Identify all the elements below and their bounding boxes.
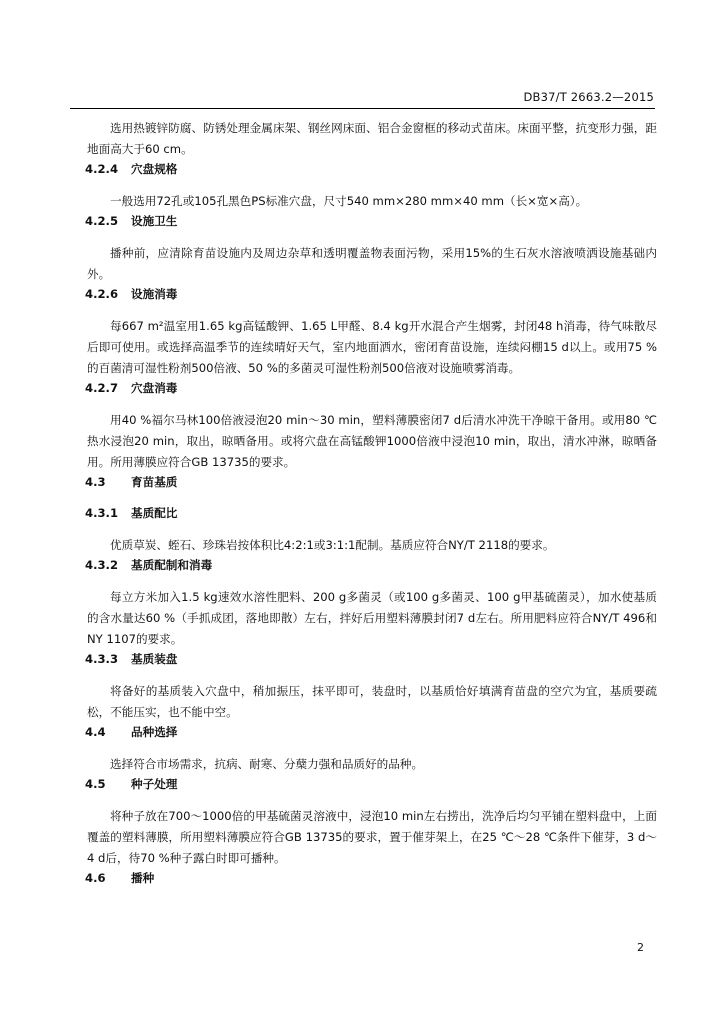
paragraph: 一般选用72孔或105孔黑色PS标准穴盘，尺寸540 mm×280 mm×40 mm（长×宽×高）。 (110, 194, 588, 208)
paragraph: 播种前，应清除育苗设施内及周边杂草和透明覆盖物表面污物，采用15%的生石灰水溶液喷洒设施基础内外。 (87, 246, 657, 281)
section-number: 4.3 (85, 475, 106, 489)
section-title: 基质装盘 (131, 652, 178, 666)
section-title: 设施消毒 (131, 287, 178, 301)
paragraph: 将备好的基质装入穴盘中，稍加振压，抹平即可，装盘时，以基质恰好填满育苗盘的空穴为宜，基质要疏松，不能压实，也不能中空。 (87, 684, 657, 719)
section-heading-4-2-4 (85, 160, 657, 178)
section-heading-4-3-2 (85, 556, 657, 574)
section-heading-4-2-5 (85, 212, 657, 230)
section-heading-4-4 (85, 723, 657, 741)
document-body (87, 118, 657, 887)
paragraph: 用40 %福尔马林100倍液浸泡20 min～30 min，塑料薄膜密闭7 d后清水冲洗干净晾干备用。或用80 ℃热水浸泡20 min，取出，晾晒备用。或将穴盘在高锰酸钾1000倍液中浸泡10 min，取出，清水冲淋，晾晒备用。所用薄膜应符合GB 13735的要求。 (87, 413, 657, 469)
section-title: 品种选择 (131, 725, 178, 739)
section-number: 4.2.4 (85, 162, 119, 176)
section-title: 设施卫生 (131, 214, 178, 228)
section-heading-4-3-1 (85, 504, 657, 522)
paragraph: 每立方米加入1.5 kg速效水溶性肥料、200 g多菌灵（或100 g多菌灵、100 g甲基硫菌灵），加水使基质的含水量达60 %（手抓成团，落地即散）左右，拌好后用塑料薄膜封闭7 d左右。所用肥料应符合NY/T 496和NY 1107的要求。 (87, 590, 657, 646)
section-heading-4-5 (85, 775, 657, 793)
section-title: 穴盘规格 (131, 162, 178, 176)
section-number: 4.3.1 (85, 506, 119, 520)
section-number: 4.4 (85, 725, 106, 739)
paragraph: 优质草炭、蛭石、珍珠岩按体积比4:2:1或3:1:1配制。基质应符合NY/T 2118的要求。 (110, 538, 555, 552)
section-heading-4-2-7 (85, 379, 657, 397)
section-heading-4-2-6 (85, 285, 657, 303)
section-title: 种子处理 (131, 777, 178, 791)
section-number: 4.6 (85, 871, 106, 885)
paragraph: 选择符合市场需求，抗病、耐寒、分蘖力强和品质好的品种。 (110, 757, 424, 771)
section-heading-4-3 (85, 473, 657, 491)
paragraph: 选用热镀锌防腐、防锈处理金属床架、钢丝网床面、铝合金窗框的移动式苗床。床面平整，抗变形力强，距地面高大于60 cm。 (87, 121, 657, 156)
header-rule (70, 108, 655, 109)
section-number: 4.2.7 (85, 381, 119, 395)
document-code: DB37/T 2663.2—2015 (523, 90, 654, 104)
section-title: 播种 (131, 871, 155, 885)
paragraph: 将种子放在700～1000倍的甲基硫菌灵溶液中，浸泡10 min左右捞出，洗净后均匀平铺在塑料盘中，上面覆盖的塑料薄膜，所用塑料薄膜应符合GB 13735的要求，置于催芽架上，在25 ℃～28 ℃条件下催芽，3 d～4 d后，待70 %种子露白时即可播种。 (87, 809, 657, 865)
section-title: 穴盘消毒 (131, 381, 178, 395)
section-number: 4.2.6 (85, 287, 119, 301)
section-title: 基质配制和消毒 (131, 558, 213, 572)
section-number: 4.3.3 (85, 652, 119, 666)
section-heading-4-6 (85, 869, 657, 887)
page-number: 2 (637, 941, 644, 954)
section-number: 4.5 (85, 777, 106, 791)
section-number: 4.2.5 (85, 214, 119, 228)
section-heading-4-3-3 (85, 650, 657, 668)
paragraph: 每667 m²温室用1.65 kg高锰酸钾、1.65 L甲醛、8.4 kg开水混合产生烟雾，封闭48 h消毒，待气味散尽后即可使用。或选择高温季节的连续晴好天气，室内地面洒水，密闭育苗设施，连续闷棚15 d以上。或用75 %的百菌清可湿性粉剂500倍液、50 %的多菌灵可湿性粉剂500倍液对设施喷雾消毒。 (87, 319, 657, 375)
section-title: 育苗基质 (131, 475, 178, 489)
section-title: 基质配比 (131, 506, 178, 520)
section-number: 4.3.2 (85, 558, 119, 572)
